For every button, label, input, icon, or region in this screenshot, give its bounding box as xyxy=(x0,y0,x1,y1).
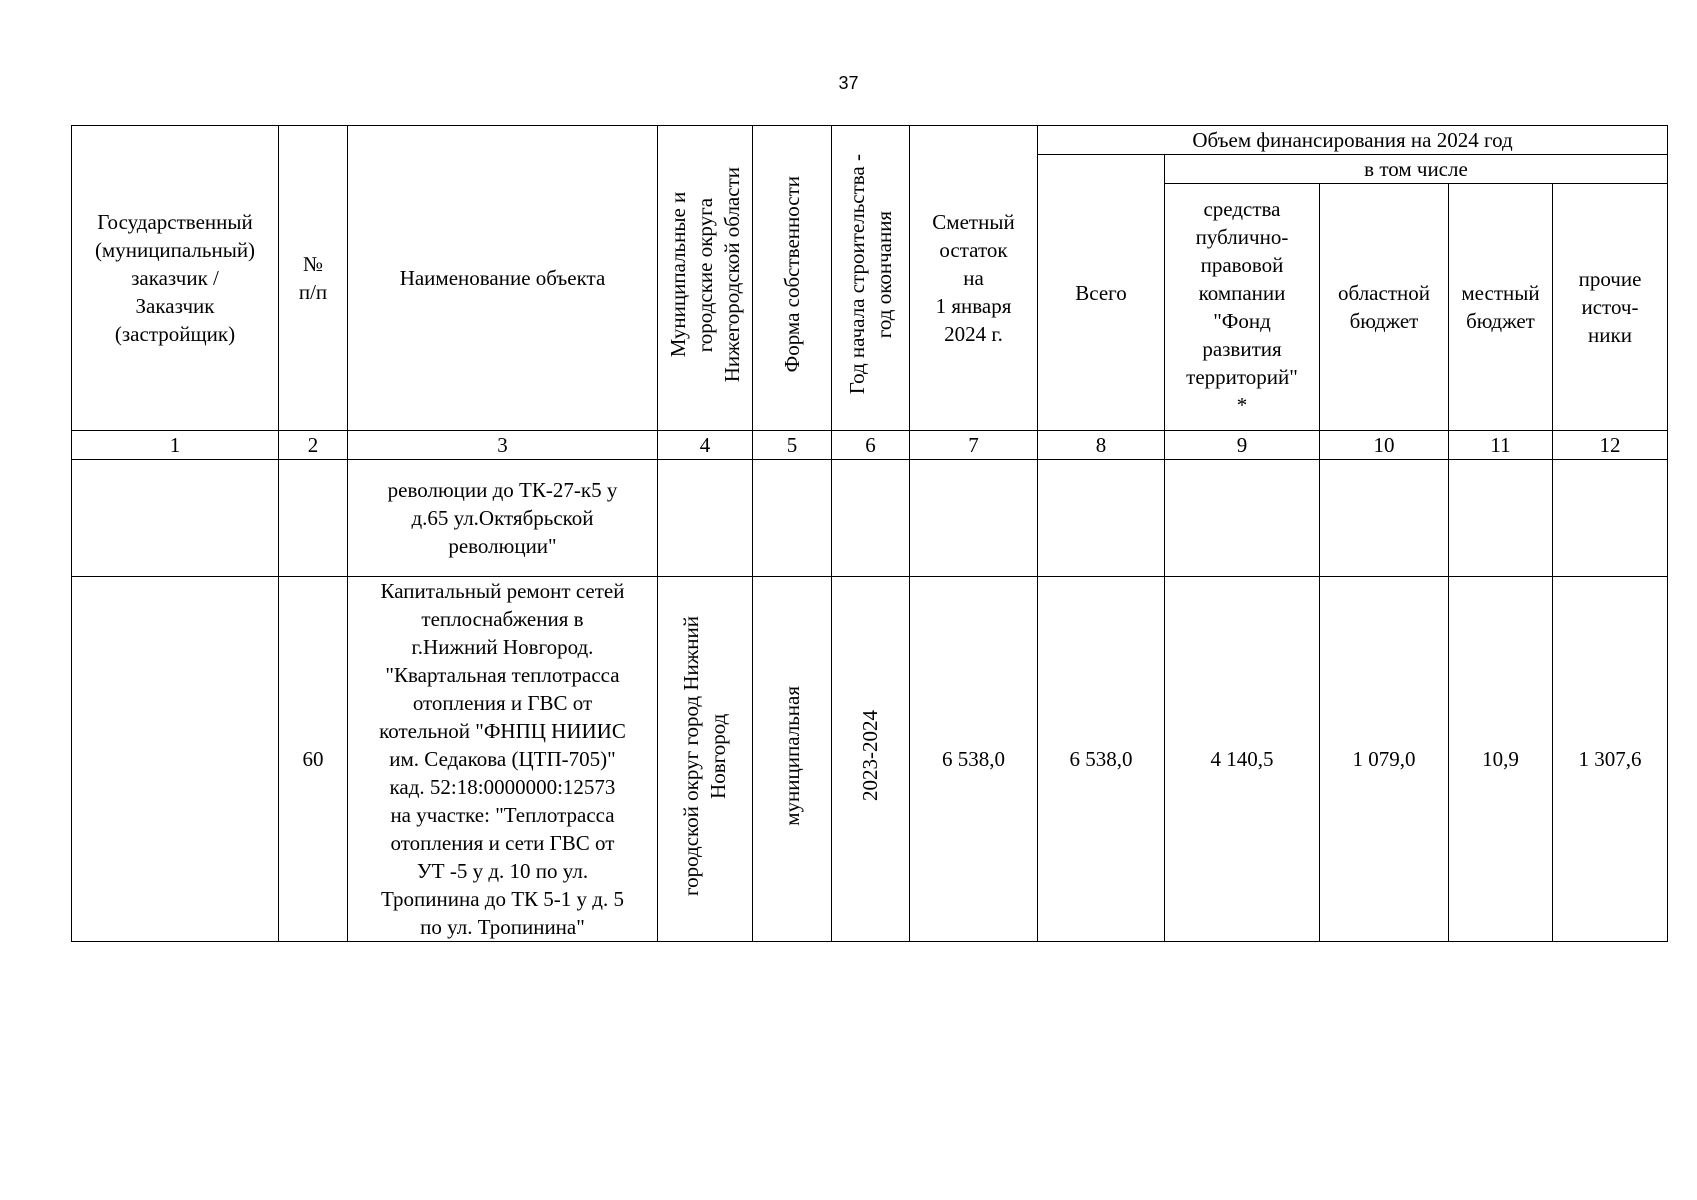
cell-customer xyxy=(72,577,279,942)
header-total: Всего xyxy=(1038,155,1165,431)
cell-estimate: 6 538,0 xyxy=(910,577,1038,942)
column-number: 11 xyxy=(1449,431,1553,460)
cell-local xyxy=(1449,460,1553,577)
cell-regional xyxy=(1320,460,1449,577)
header-object-name: Наименование объекта xyxy=(348,126,658,431)
cell-regional: 1 079,0 xyxy=(1320,577,1449,942)
column-number: 9 xyxy=(1165,431,1320,460)
column-number: 7 xyxy=(910,431,1038,460)
column-number: 2 xyxy=(279,431,348,460)
column-number: 12 xyxy=(1553,431,1668,460)
cell-fund xyxy=(1165,460,1320,577)
cell-years xyxy=(832,460,910,577)
column-number: 10 xyxy=(1320,431,1449,460)
table-row xyxy=(72,577,1668,942)
header-customer: Государственный (муниципальный) заказчик / Заказчик (застройщик) xyxy=(72,126,279,431)
column-number: 1 xyxy=(72,431,279,460)
header-financing: Объем финансирования на 2024 год xyxy=(1038,126,1668,155)
header-including: в том числе xyxy=(1165,155,1668,184)
cell-ownership: муниципальная xyxy=(753,577,832,942)
cell-ownership xyxy=(753,460,832,577)
cell-municipality: городской округ город Нижний Новгород xyxy=(658,577,753,942)
header-regional: областной бюджет xyxy=(1320,184,1449,431)
cell-local: 10,9 xyxy=(1449,577,1553,942)
cell-fund: 4 140,5 xyxy=(1165,577,1320,942)
header-municipality: Муниципальные и городские округа Нижегородской области xyxy=(658,126,753,431)
cell-object-name: революции до ТК-27-к5 у д.65 ул.Октябрьской революции" xyxy=(348,460,658,577)
cell-estimate xyxy=(910,460,1038,577)
page-number: 37 xyxy=(838,73,859,93)
cell-object-name: Капитальный ремонт сетей теплоснабжения в г.Нижний Новгород. "Квартальная теплотрасса отопления и ГВС от котельной "ФНПЦ НИИИС им. Седакова (ЦТП-705)" кад. 52:18:0000000:12573 на участке: "Теплотрасса отопления и сети ГВС от УТ -5 у д. 10 по ул. Тропинина до ТК 5-1 у д. 5 по ул. Тропинина" xyxy=(348,577,658,942)
header-estimate: Сметный остаток на 1 января 2024 г. xyxy=(910,126,1038,431)
header-num: № п/п xyxy=(279,126,348,431)
header-ownership: Форма собственности xyxy=(753,126,832,431)
cell-other: 1 307,6 xyxy=(1553,577,1668,942)
header-fund: средства публично- правовой компании "Фонд развития территорий" * xyxy=(1165,184,1320,431)
column-number: 3 xyxy=(348,431,658,460)
cell-total xyxy=(1038,460,1165,577)
cell-municipality xyxy=(658,460,753,577)
cell-years: 2023-2024 xyxy=(832,577,910,942)
table-row xyxy=(72,460,1668,577)
cell-num: 60 xyxy=(279,577,348,942)
financing-table xyxy=(71,125,1668,942)
cell-num xyxy=(279,460,348,577)
cell-other xyxy=(1553,460,1668,577)
cell-total: 6 538,0 xyxy=(1038,577,1165,942)
cell-customer xyxy=(72,460,279,577)
column-number: 8 xyxy=(1038,431,1165,460)
header-other: прочие источ- ники xyxy=(1553,184,1668,431)
header-local: местный бюджет xyxy=(1449,184,1553,431)
column-number: 4 xyxy=(658,431,753,460)
column-number: 6 xyxy=(832,431,910,460)
column-number: 5 xyxy=(753,431,832,460)
header-years: Год начала строительства - год окончания xyxy=(832,126,910,431)
column-numbers-row xyxy=(72,431,1668,460)
